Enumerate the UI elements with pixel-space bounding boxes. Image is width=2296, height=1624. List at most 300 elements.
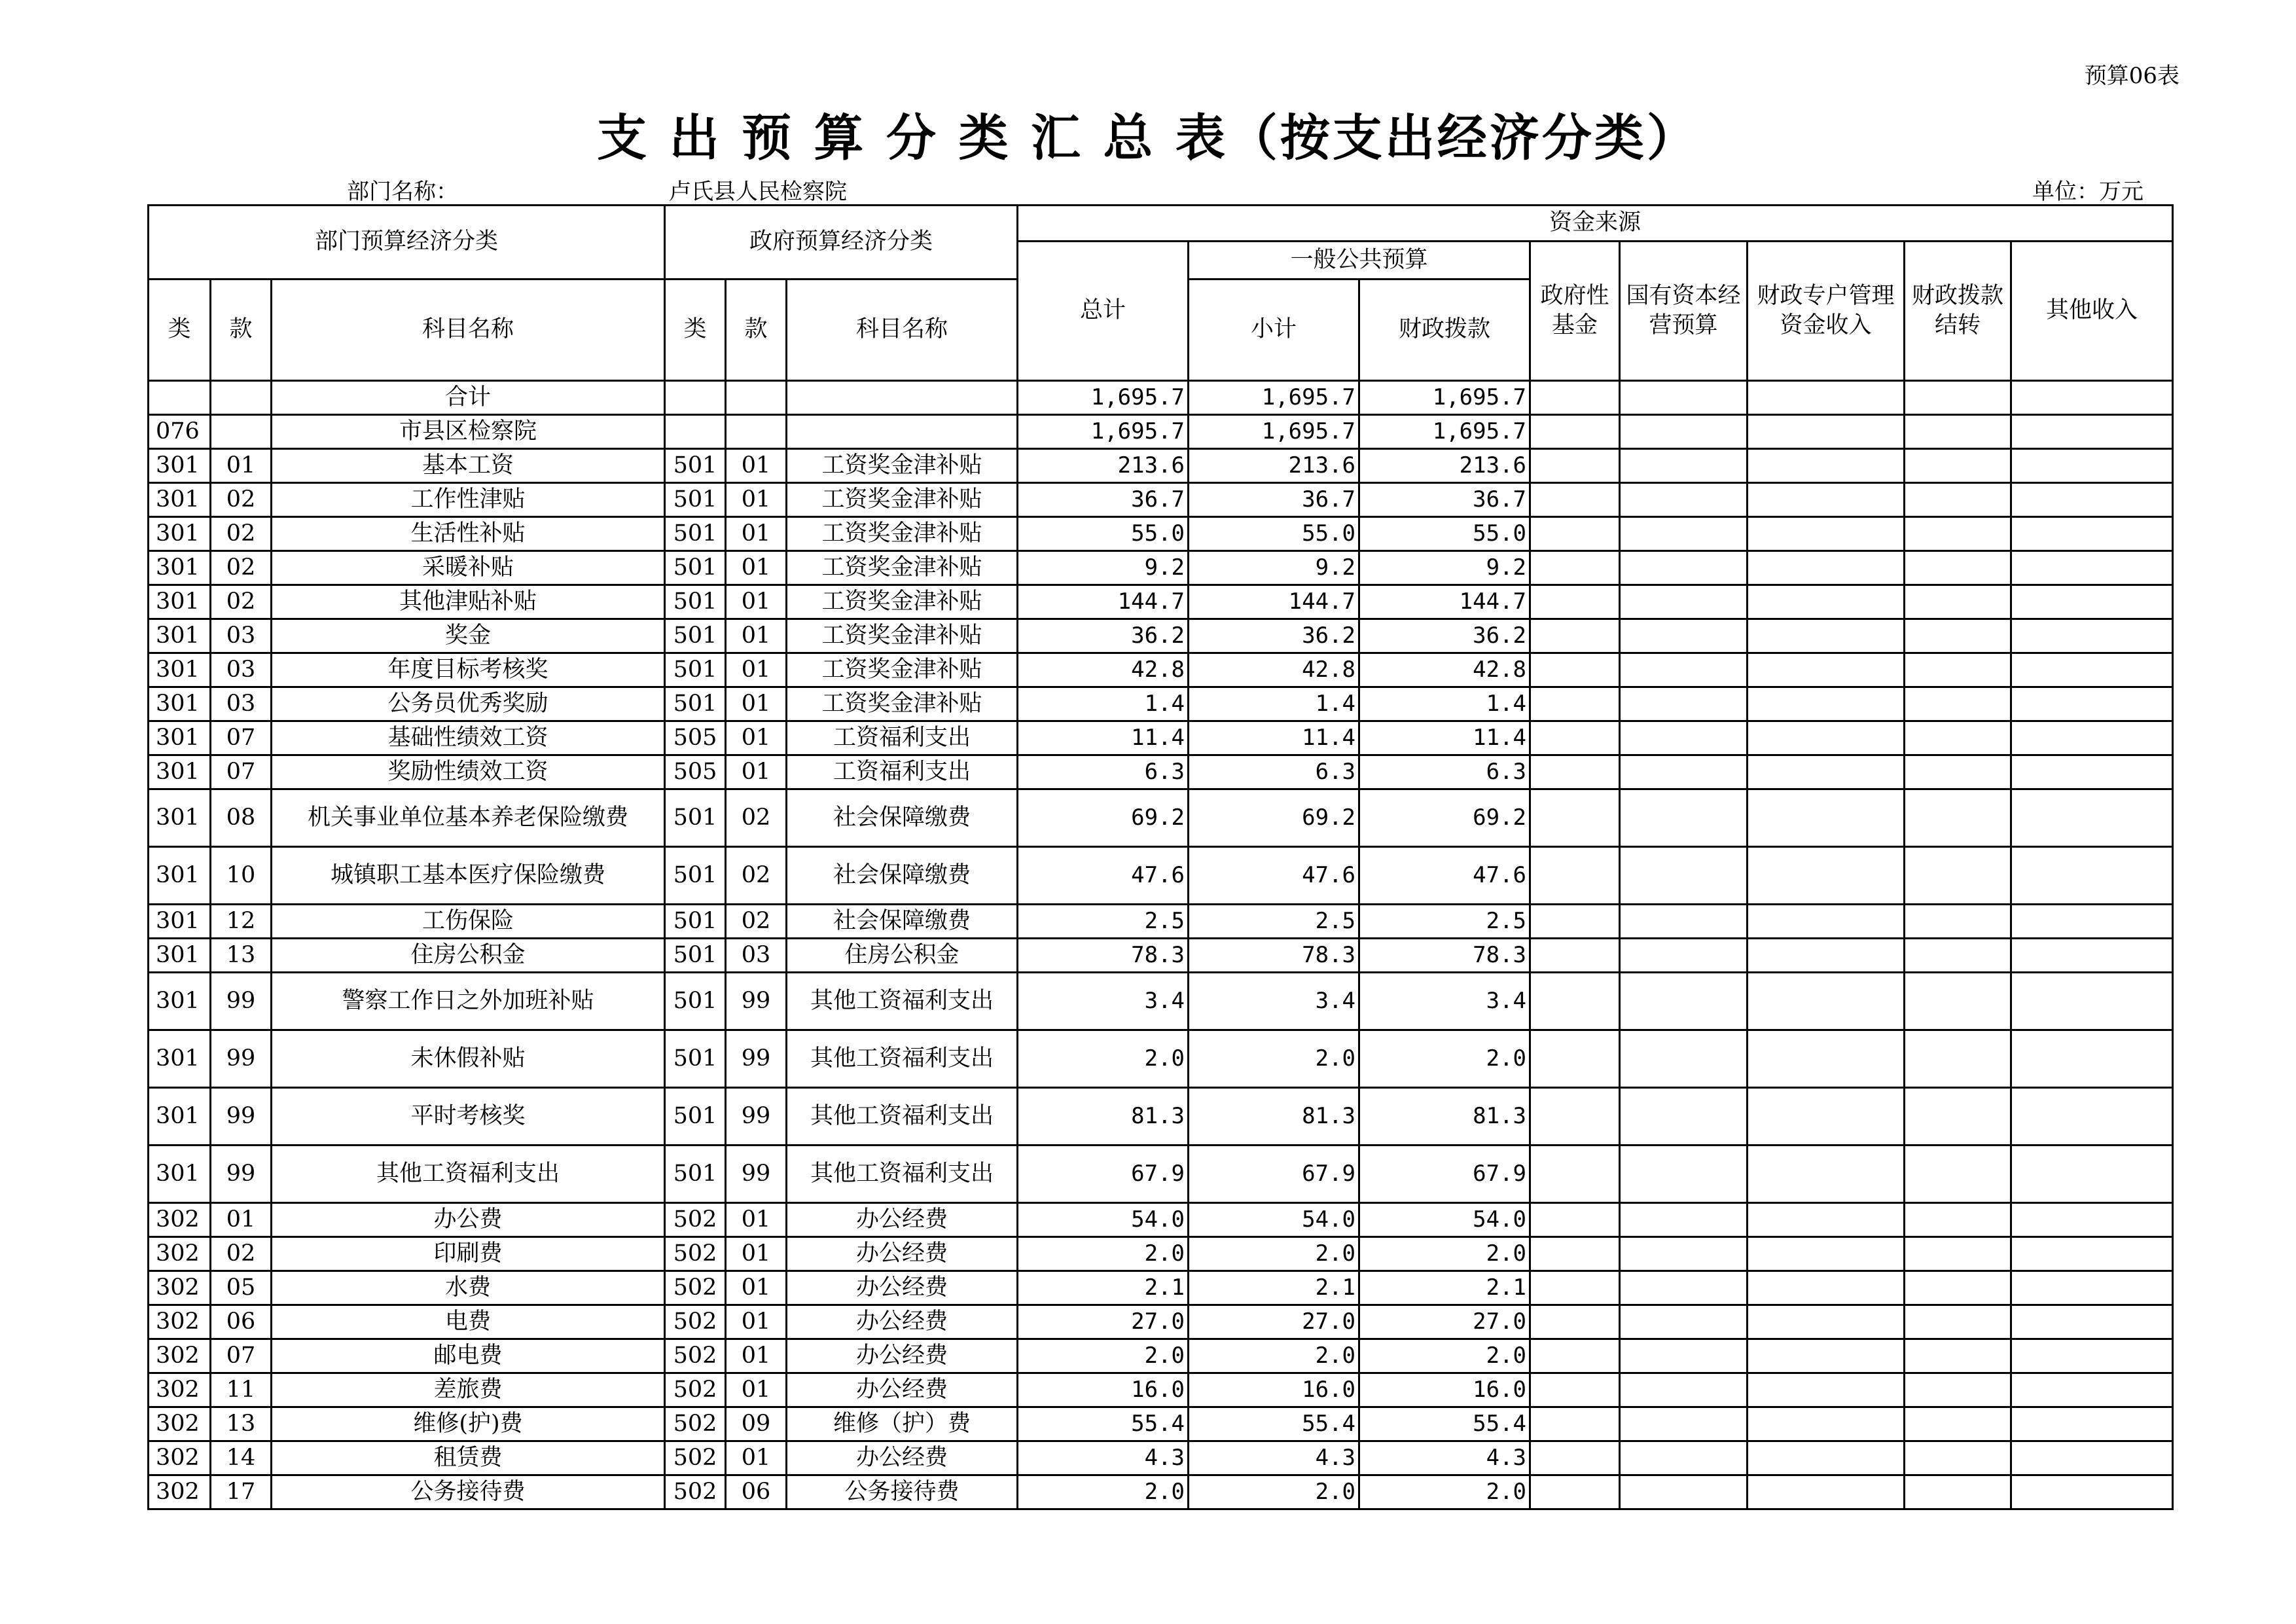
row-gov-lei: 501 bbox=[665, 585, 726, 619]
row-kuan: 07 bbox=[211, 1339, 272, 1373]
row-fiscal-allocation: 81.3 bbox=[1359, 1088, 1530, 1146]
row-special-fund bbox=[1748, 1030, 1905, 1088]
row-carryover bbox=[1905, 1373, 2011, 1407]
row-other-income bbox=[2011, 755, 2173, 789]
row-gov-lei: 505 bbox=[665, 721, 726, 755]
row-fiscal-allocation: 1.4 bbox=[1359, 687, 1530, 721]
row-subject-name: 住房公积金 bbox=[272, 939, 665, 973]
row-total: 27.0 bbox=[1018, 1305, 1189, 1339]
row-carryover bbox=[1905, 1146, 2011, 1203]
row-total: 55.0 bbox=[1018, 517, 1189, 551]
header-carryover: 财政拨款结转 bbox=[1905, 242, 2011, 381]
row-gov-subject-name: 办公经费 bbox=[787, 1339, 1018, 1373]
row-fiscal-allocation: 4.3 bbox=[1359, 1441, 1530, 1475]
row-lei: 302 bbox=[149, 1203, 211, 1237]
row-state-capital bbox=[1620, 1146, 1748, 1203]
row-special-fund bbox=[1748, 585, 1905, 619]
row-gov-kuan: 01 bbox=[726, 1339, 787, 1373]
row-subtotal: 42.8 bbox=[1189, 653, 1359, 687]
row-fiscal-allocation: 2.0 bbox=[1359, 1030, 1530, 1088]
row-subject-name: 其他工资福利支出 bbox=[272, 1146, 665, 1203]
row-state-capital bbox=[1620, 517, 1748, 551]
row-gov-subject-name: 工资奖金津补贴 bbox=[787, 687, 1018, 721]
row-subtotal: 3.4 bbox=[1189, 973, 1359, 1030]
row-carryover bbox=[1905, 483, 2011, 517]
table-row bbox=[149, 1373, 2173, 1407]
table-row bbox=[149, 653, 2173, 687]
row-gov-subject-name: 社会保障缴费 bbox=[787, 905, 1018, 939]
row-fiscal-allocation: 1,695.7 bbox=[1359, 381, 1530, 415]
row-special-fund bbox=[1748, 1203, 1905, 1237]
row-gov-fund bbox=[1530, 517, 1620, 551]
row-lei: 302 bbox=[149, 1475, 211, 1509]
row-other-income bbox=[2011, 687, 2173, 721]
row-special-fund bbox=[1748, 1475, 1905, 1509]
row-gov-kuan: 99 bbox=[726, 973, 787, 1030]
table-row bbox=[149, 789, 2173, 847]
row-subtotal: 2.0 bbox=[1189, 1339, 1359, 1373]
row-kuan: 14 bbox=[211, 1441, 272, 1475]
header-subject-name: 科目名称 bbox=[272, 280, 665, 381]
row-lei: 301 bbox=[149, 905, 211, 939]
row-gov-fund bbox=[1530, 585, 1620, 619]
row-subject-name: 办公费 bbox=[272, 1203, 665, 1237]
row-lei: 302 bbox=[149, 1305, 211, 1339]
row-total: 1.4 bbox=[1018, 687, 1189, 721]
row-gov-kuan bbox=[726, 381, 787, 415]
row-subject-name: 奖金 bbox=[272, 619, 665, 653]
row-fiscal-allocation: 9.2 bbox=[1359, 551, 1530, 585]
row-special-fund bbox=[1748, 1407, 1905, 1441]
row-subject-name: 奖励性绩效工资 bbox=[272, 755, 665, 789]
row-lei: 302 bbox=[149, 1373, 211, 1407]
row-total: 2.5 bbox=[1018, 905, 1189, 939]
table-row bbox=[149, 847, 2173, 905]
row-fiscal-allocation: 144.7 bbox=[1359, 585, 1530, 619]
row-fiscal-allocation: 2.0 bbox=[1359, 1339, 1530, 1373]
row-fiscal-allocation: 36.2 bbox=[1359, 619, 1530, 653]
row-gov-fund bbox=[1530, 1475, 1620, 1509]
row-fiscal-allocation: 69.2 bbox=[1359, 789, 1530, 847]
row-gov-kuan: 01 bbox=[726, 585, 787, 619]
row-state-capital bbox=[1620, 1305, 1748, 1339]
row-subject-name: 平时考核奖 bbox=[272, 1088, 665, 1146]
table-row bbox=[149, 1237, 2173, 1271]
row-lei: 301 bbox=[149, 619, 211, 653]
row-gov-lei: 501 bbox=[665, 1146, 726, 1203]
row-gov-kuan: 09 bbox=[726, 1407, 787, 1441]
row-gov-subject-name: 维修（护）费 bbox=[787, 1407, 1018, 1441]
row-carryover bbox=[1905, 687, 2011, 721]
row-subtotal: 4.3 bbox=[1189, 1441, 1359, 1475]
row-subtotal: 6.3 bbox=[1189, 755, 1359, 789]
row-gov-kuan: 01 bbox=[726, 755, 787, 789]
row-gov-kuan: 01 bbox=[726, 1203, 787, 1237]
row-subtotal: 27.0 bbox=[1189, 1305, 1359, 1339]
row-subject-name: 公务接待费 bbox=[272, 1475, 665, 1509]
row-gov-fund bbox=[1530, 847, 1620, 905]
row-gov-subject-name: 办公经费 bbox=[787, 1203, 1018, 1237]
row-fiscal-allocation: 42.8 bbox=[1359, 653, 1530, 687]
table-row bbox=[149, 1441, 2173, 1475]
row-subject-name: 差旅费 bbox=[272, 1373, 665, 1407]
row-fiscal-allocation: 2.0 bbox=[1359, 1475, 1530, 1509]
row-fiscal-allocation: 47.6 bbox=[1359, 847, 1530, 905]
row-lei: 301 bbox=[149, 1030, 211, 1088]
row-carryover bbox=[1905, 1407, 2011, 1441]
row-fiscal-allocation: 27.0 bbox=[1359, 1305, 1530, 1339]
row-gov-subject-name bbox=[787, 415, 1018, 449]
row-kuan: 08 bbox=[211, 789, 272, 847]
row-gov-lei bbox=[665, 415, 726, 449]
row-lei: 302 bbox=[149, 1441, 211, 1475]
row-kuan: 01 bbox=[211, 1203, 272, 1237]
row-carryover bbox=[1905, 415, 2011, 449]
row-gov-lei: 501 bbox=[665, 619, 726, 653]
row-fiscal-allocation: 2.5 bbox=[1359, 905, 1530, 939]
row-kuan: 99 bbox=[211, 973, 272, 1030]
row-other-income bbox=[2011, 721, 2173, 755]
row-state-capital bbox=[1620, 721, 1748, 755]
row-kuan: 99 bbox=[211, 1088, 272, 1146]
row-gov-kuan: 01 bbox=[726, 1441, 787, 1475]
header-gov-kuan: 款 bbox=[726, 280, 787, 381]
row-gov-fund bbox=[1530, 619, 1620, 653]
row-gov-subject-name: 办公经费 bbox=[787, 1237, 1018, 1271]
row-subtotal: 16.0 bbox=[1189, 1373, 1359, 1407]
row-other-income bbox=[2011, 585, 2173, 619]
row-carryover bbox=[1905, 1088, 2011, 1146]
row-state-capital bbox=[1620, 1088, 1748, 1146]
table-row bbox=[149, 1088, 2173, 1146]
row-gov-subject-name: 社会保障缴费 bbox=[787, 789, 1018, 847]
row-subject-name: 基础性绩效工资 bbox=[272, 721, 665, 755]
row-lei: 302 bbox=[149, 1407, 211, 1441]
row-subtotal: 1,695.7 bbox=[1189, 415, 1359, 449]
row-other-income bbox=[2011, 973, 2173, 1030]
row-carryover bbox=[1905, 619, 2011, 653]
row-subtotal: 1,695.7 bbox=[1189, 381, 1359, 415]
row-kuan: 01 bbox=[211, 449, 272, 483]
row-fiscal-allocation: 1,695.7 bbox=[1359, 415, 1530, 449]
row-gov-fund bbox=[1530, 905, 1620, 939]
row-special-fund bbox=[1748, 619, 1905, 653]
row-subject-name: 工伤保险 bbox=[272, 905, 665, 939]
row-state-capital bbox=[1620, 551, 1748, 585]
row-total: 1,695.7 bbox=[1018, 381, 1189, 415]
table-row bbox=[149, 415, 2173, 449]
row-special-fund bbox=[1748, 1271, 1905, 1305]
row-carryover bbox=[1905, 905, 2011, 939]
row-special-fund bbox=[1748, 1441, 1905, 1475]
row-other-income bbox=[2011, 551, 2173, 585]
row-subtotal: 2.0 bbox=[1189, 1030, 1359, 1088]
row-subject-name: 租赁费 bbox=[272, 1441, 665, 1475]
row-special-fund bbox=[1748, 653, 1905, 687]
row-gov-fund bbox=[1530, 1339, 1620, 1373]
table-row bbox=[149, 1146, 2173, 1203]
row-gov-kuan: 01 bbox=[726, 653, 787, 687]
row-state-capital bbox=[1620, 415, 1748, 449]
row-other-income bbox=[2011, 1339, 2173, 1373]
row-special-fund bbox=[1748, 483, 1905, 517]
row-gov-kuan: 03 bbox=[726, 939, 787, 973]
row-gov-fund bbox=[1530, 1237, 1620, 1271]
row-gov-subject-name: 办公经费 bbox=[787, 1305, 1018, 1339]
row-carryover bbox=[1905, 585, 2011, 619]
table-row bbox=[149, 687, 2173, 721]
row-lei: 302 bbox=[149, 1339, 211, 1373]
row-carryover bbox=[1905, 1271, 2011, 1305]
row-carryover bbox=[1905, 973, 2011, 1030]
unit-label: 单位：万元 bbox=[2032, 179, 2144, 205]
row-gov-kuan: 01 bbox=[726, 687, 787, 721]
row-gov-fund bbox=[1530, 381, 1620, 415]
row-other-income bbox=[2011, 1441, 2173, 1475]
row-special-fund bbox=[1748, 517, 1905, 551]
row-kuan: 03 bbox=[211, 653, 272, 687]
row-total: 213.6 bbox=[1018, 449, 1189, 483]
table-row bbox=[149, 551, 2173, 585]
row-gov-kuan: 99 bbox=[726, 1030, 787, 1088]
row-state-capital bbox=[1620, 619, 1748, 653]
row-gov-subject-name: 其他工资福利支出 bbox=[787, 1146, 1018, 1203]
row-total: 47.6 bbox=[1018, 847, 1189, 905]
form-number: 预算06表 bbox=[2084, 63, 2179, 89]
row-kuan: 07 bbox=[211, 755, 272, 789]
row-total: 2.0 bbox=[1018, 1475, 1189, 1509]
row-gov-lei: 501 bbox=[665, 483, 726, 517]
table-row bbox=[149, 1475, 2173, 1509]
row-lei bbox=[149, 381, 211, 415]
row-total: 9.2 bbox=[1018, 551, 1189, 585]
row-state-capital bbox=[1620, 1203, 1748, 1237]
row-kuan: 99 bbox=[211, 1146, 272, 1203]
row-kuan: 02 bbox=[211, 585, 272, 619]
department-label: 部门名称： bbox=[347, 179, 458, 205]
header-special-fund: 财政专户管理资金收入 bbox=[1748, 242, 1905, 381]
row-gov-lei: 501 bbox=[665, 551, 726, 585]
row-special-fund bbox=[1748, 551, 1905, 585]
row-lei: 302 bbox=[149, 1271, 211, 1305]
row-state-capital bbox=[1620, 1030, 1748, 1088]
row-gov-lei: 502 bbox=[665, 1475, 726, 1509]
row-special-fund bbox=[1748, 755, 1905, 789]
row-fiscal-allocation: 16.0 bbox=[1359, 1373, 1530, 1407]
table-row bbox=[149, 619, 2173, 653]
row-kuan: 02 bbox=[211, 551, 272, 585]
row-other-income bbox=[2011, 517, 2173, 551]
table-row bbox=[149, 1305, 2173, 1339]
row-special-fund bbox=[1748, 1237, 1905, 1271]
row-lei: 301 bbox=[149, 939, 211, 973]
row-gov-subject-name: 工资奖金津补贴 bbox=[787, 653, 1018, 687]
row-special-fund bbox=[1748, 1339, 1905, 1373]
row-carryover bbox=[1905, 755, 2011, 789]
row-carryover bbox=[1905, 1339, 2011, 1373]
row-subject-name: 工作性津贴 bbox=[272, 483, 665, 517]
row-other-income bbox=[2011, 1237, 2173, 1271]
row-special-fund bbox=[1748, 789, 1905, 847]
row-carryover bbox=[1905, 381, 2011, 415]
row-gov-lei: 502 bbox=[665, 1441, 726, 1475]
row-other-income bbox=[2011, 1203, 2173, 1237]
row-gov-lei: 501 bbox=[665, 905, 726, 939]
row-other-income bbox=[2011, 1305, 2173, 1339]
row-state-capital bbox=[1620, 585, 1748, 619]
row-state-capital bbox=[1620, 939, 1748, 973]
row-subject-name: 基本工资 bbox=[272, 449, 665, 483]
row-gov-lei: 502 bbox=[665, 1271, 726, 1305]
row-gov-subject-name: 住房公积金 bbox=[787, 939, 1018, 973]
row-other-income bbox=[2011, 905, 2173, 939]
row-gov-fund bbox=[1530, 939, 1620, 973]
row-gov-kuan: 01 bbox=[726, 551, 787, 585]
row-carryover bbox=[1905, 1203, 2011, 1237]
row-other-income bbox=[2011, 1407, 2173, 1441]
row-subtotal: 69.2 bbox=[1189, 789, 1359, 847]
table-row bbox=[149, 939, 2173, 973]
row-special-fund bbox=[1748, 905, 1905, 939]
row-state-capital bbox=[1620, 789, 1748, 847]
row-gov-lei: 505 bbox=[665, 755, 726, 789]
row-subtotal: 67.9 bbox=[1189, 1146, 1359, 1203]
table-row bbox=[149, 755, 2173, 789]
row-kuan bbox=[211, 381, 272, 415]
row-gov-kuan: 02 bbox=[726, 905, 787, 939]
row-subtotal: 144.7 bbox=[1189, 585, 1359, 619]
row-fiscal-allocation: 54.0 bbox=[1359, 1203, 1530, 1237]
row-subtotal: 2.1 bbox=[1189, 1271, 1359, 1305]
row-state-capital bbox=[1620, 483, 1748, 517]
row-subject-name: 水费 bbox=[272, 1271, 665, 1305]
row-state-capital bbox=[1620, 1339, 1748, 1373]
row-carryover bbox=[1905, 517, 2011, 551]
budget-table bbox=[147, 204, 2174, 1510]
row-subtotal: 47.6 bbox=[1189, 847, 1359, 905]
row-lei: 301 bbox=[149, 653, 211, 687]
row-total: 42.8 bbox=[1018, 653, 1189, 687]
row-fiscal-allocation: 67.9 bbox=[1359, 1146, 1530, 1203]
row-gov-fund bbox=[1530, 1146, 1620, 1203]
header-gov-economic-class: 政府预算经济分类 bbox=[665, 206, 1018, 280]
row-gov-kuan: 01 bbox=[726, 1305, 787, 1339]
row-fiscal-allocation: 2.1 bbox=[1359, 1271, 1530, 1305]
row-special-fund bbox=[1748, 721, 1905, 755]
row-state-capital bbox=[1620, 653, 1748, 687]
row-gov-fund bbox=[1530, 653, 1620, 687]
row-special-fund bbox=[1748, 687, 1905, 721]
row-gov-lei: 501 bbox=[665, 847, 726, 905]
row-subtotal: 36.2 bbox=[1189, 619, 1359, 653]
row-gov-fund bbox=[1530, 449, 1620, 483]
row-total: 69.2 bbox=[1018, 789, 1189, 847]
row-other-income bbox=[2011, 847, 2173, 905]
row-state-capital bbox=[1620, 847, 1748, 905]
row-special-fund bbox=[1748, 1305, 1905, 1339]
row-other-income bbox=[2011, 1475, 2173, 1509]
row-kuan: 12 bbox=[211, 905, 272, 939]
row-total: 16.0 bbox=[1018, 1373, 1189, 1407]
row-lei: 301 bbox=[149, 449, 211, 483]
row-gov-fund bbox=[1530, 1407, 1620, 1441]
row-gov-fund bbox=[1530, 1373, 1620, 1407]
row-total: 36.7 bbox=[1018, 483, 1189, 517]
row-lei: 301 bbox=[149, 483, 211, 517]
row-total: 67.9 bbox=[1018, 1146, 1189, 1203]
row-gov-subject-name: 公务接待费 bbox=[787, 1475, 1018, 1509]
row-fiscal-allocation: 213.6 bbox=[1359, 449, 1530, 483]
row-subject-name: 电费 bbox=[272, 1305, 665, 1339]
row-gov-fund bbox=[1530, 687, 1620, 721]
row-subtotal: 11.4 bbox=[1189, 721, 1359, 755]
row-total: 36.2 bbox=[1018, 619, 1189, 653]
row-fiscal-allocation: 2.0 bbox=[1359, 1237, 1530, 1271]
row-kuan: 11 bbox=[211, 1373, 272, 1407]
row-special-fund bbox=[1748, 939, 1905, 973]
row-subject-name: 市县区检察院 bbox=[272, 415, 665, 449]
row-gov-subject-name: 工资奖金津补贴 bbox=[787, 517, 1018, 551]
row-subtotal: 2.0 bbox=[1189, 1475, 1359, 1509]
row-kuan: 05 bbox=[211, 1271, 272, 1305]
row-gov-fund bbox=[1530, 483, 1620, 517]
row-kuan: 03 bbox=[211, 619, 272, 653]
row-gov-subject-name: 办公经费 bbox=[787, 1271, 1018, 1305]
row-gov-kuan: 01 bbox=[726, 483, 787, 517]
row-gov-kuan: 01 bbox=[726, 1373, 787, 1407]
header-kuan: 款 bbox=[211, 280, 272, 381]
row-subject-name: 未休假补贴 bbox=[272, 1030, 665, 1088]
row-special-fund bbox=[1748, 1146, 1905, 1203]
table-body bbox=[149, 381, 2173, 1509]
row-other-income bbox=[2011, 1030, 2173, 1088]
row-subject-name: 城镇职工基本医疗保险缴费 bbox=[272, 847, 665, 905]
row-gov-lei: 502 bbox=[665, 1237, 726, 1271]
row-gov-subject-name: 工资奖金津补贴 bbox=[787, 449, 1018, 483]
header-gov-fund: 政府性基金 bbox=[1530, 242, 1620, 381]
row-state-capital bbox=[1620, 1373, 1748, 1407]
row-total: 1,695.7 bbox=[1018, 415, 1189, 449]
row-fiscal-allocation: 11.4 bbox=[1359, 721, 1530, 755]
row-gov-kuan bbox=[726, 415, 787, 449]
row-kuan: 13 bbox=[211, 939, 272, 973]
row-gov-subject-name bbox=[787, 381, 1018, 415]
row-other-income bbox=[2011, 1373, 2173, 1407]
row-gov-subject-name: 工资奖金津补贴 bbox=[787, 585, 1018, 619]
header-other-income: 其他收入 bbox=[2011, 242, 2173, 381]
row-subtotal: 213.6 bbox=[1189, 449, 1359, 483]
row-special-fund bbox=[1748, 847, 1905, 905]
row-gov-lei: 502 bbox=[665, 1203, 726, 1237]
row-gov-lei: 501 bbox=[665, 1030, 726, 1088]
row-lei: 076 bbox=[149, 415, 211, 449]
row-lei: 301 bbox=[149, 585, 211, 619]
table-header bbox=[149, 206, 2173, 381]
table-row bbox=[149, 381, 2173, 415]
row-fiscal-allocation: 55.0 bbox=[1359, 517, 1530, 551]
row-other-income bbox=[2011, 789, 2173, 847]
row-gov-fund bbox=[1530, 415, 1620, 449]
row-gov-lei: 501 bbox=[665, 517, 726, 551]
row-gov-kuan: 99 bbox=[726, 1088, 787, 1146]
header-gov-subject-name: 科目名称 bbox=[787, 280, 1018, 381]
row-lei: 301 bbox=[149, 517, 211, 551]
row-total: 2.1 bbox=[1018, 1271, 1189, 1305]
row-state-capital bbox=[1620, 973, 1748, 1030]
row-special-fund bbox=[1748, 415, 1905, 449]
row-subtotal: 54.0 bbox=[1189, 1203, 1359, 1237]
header-gov-lei: 类 bbox=[665, 280, 726, 381]
